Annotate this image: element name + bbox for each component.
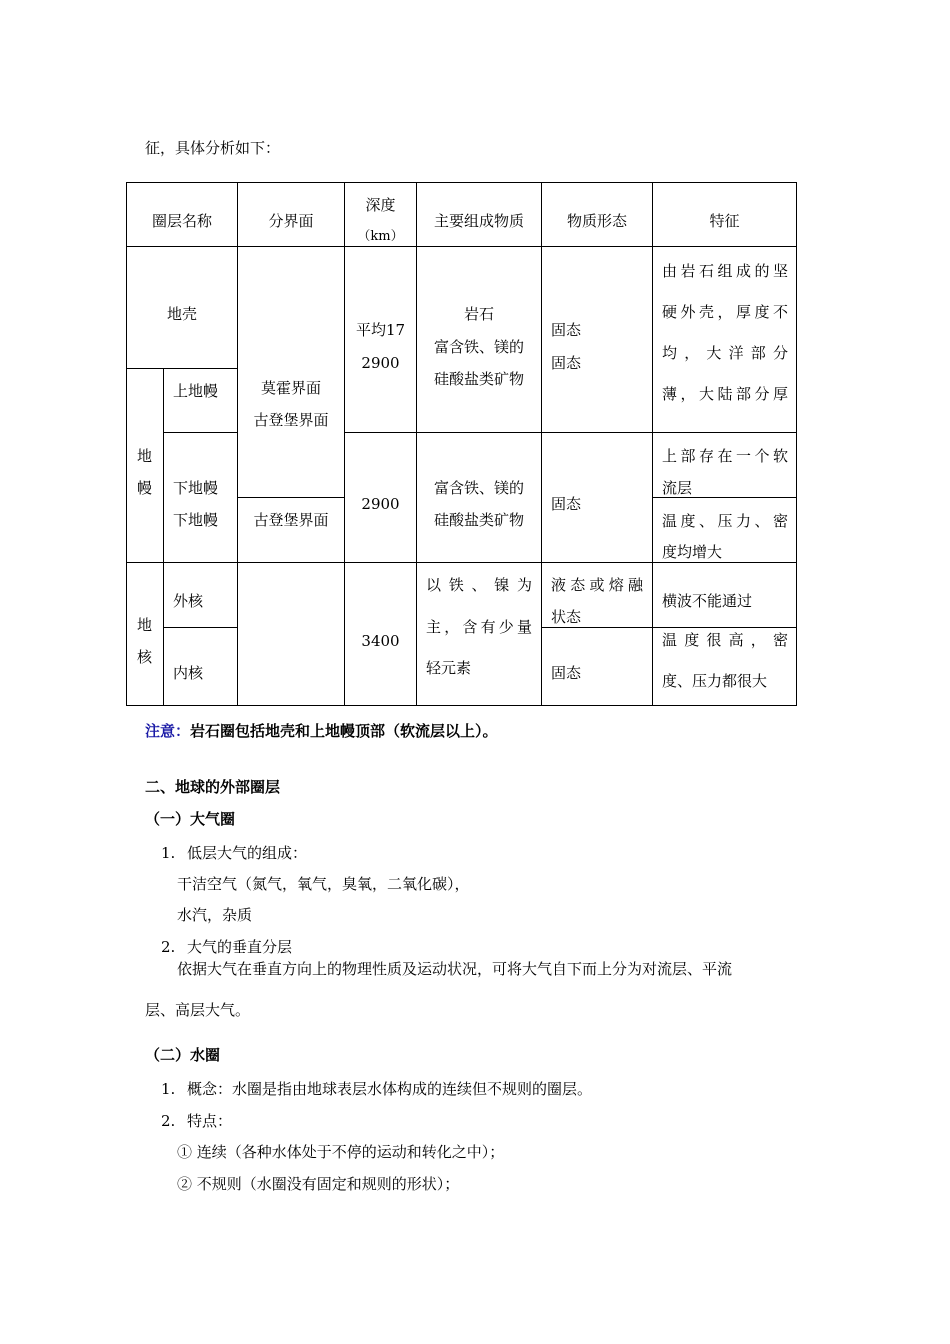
crust-feature-1: 由岩石组成的坚 [662, 262, 788, 280]
header-depth: 深度 [365, 196, 396, 214]
outer-core-feature: 横波不能通过 [662, 592, 753, 610]
inner-core-feature-2: 度、压力都很大 [662, 672, 768, 690]
outer-core: 外核 [173, 592, 204, 610]
grid-line [344, 432, 797, 433]
mantle-feature-b-2: 度均增大 [662, 543, 723, 561]
hydrosphere-item-2-number: 2. [161, 1112, 176, 1130]
table-header-divider [126, 246, 797, 247]
atmosphere-item-2-text: 大气的垂直分层 [187, 938, 293, 956]
grid-line [237, 497, 345, 498]
atmosphere-item-2-paragraph-2: 层、高层大气。 [145, 1001, 251, 1019]
atmosphere-item-1-text: 低层大气的组成： [187, 844, 308, 862]
grid-line [163, 368, 164, 706]
mantle-feature-b-1: 温度、压力、密 [662, 512, 788, 530]
table-border-top [126, 182, 797, 183]
atmosphere-item-2-paragraph-1: 依据大气在垂直方向上的物理性质及运动状况，可将大气自下而上分为对流层、平流 [177, 960, 733, 978]
hydrosphere-item-2-text: 特点： [187, 1112, 233, 1130]
core-group-2: 核 [136, 648, 152, 666]
intro-line: 征，具体分析如下： [145, 139, 281, 157]
crust-name: 地壳 [166, 305, 197, 323]
crust-depth-2: 2900 [361, 354, 400, 372]
atmosphere-item-2-number: 2. [161, 938, 176, 956]
subsection-atmosphere-title: （一）大气圈 [145, 810, 236, 828]
core-depth: 3400 [361, 632, 400, 650]
crust-state-2: 固态 [551, 354, 582, 372]
outer-core-state-2: 状态 [551, 608, 582, 626]
atmosphere-item-1-line-1: 干洁空气（氮气，氧气，臭氧，二氧化碳）， [177, 875, 470, 893]
boundary-moho: 莫霍界面 [260, 379, 321, 397]
header-feature: 特征 [709, 212, 740, 230]
grid-line [163, 432, 238, 433]
mantle-feature-a-1: 上部存在一个软 [662, 447, 788, 465]
outer-core-state-1: 液态或熔融 [551, 576, 643, 594]
grid-line [126, 562, 238, 563]
mantle-composition-1: 富含铁、镁的 [433, 479, 524, 497]
note [145, 724, 498, 739]
hydrosphere-point-2: ② 不规则（水圈没有固定和规则的形状）； [177, 1175, 460, 1193]
boundary-gutenberg: 古登堡界面 [253, 411, 329, 429]
header-composition: 主要组成物质 [433, 212, 524, 230]
inner-core-state: 固态 [551, 664, 582, 682]
grid-line [163, 627, 238, 628]
header-boundary: 分界面 [268, 212, 314, 230]
core-composition-3: 轻元素 [426, 659, 472, 677]
crust-depth-1: 平均17 [355, 321, 406, 339]
table-border-bottom [126, 705, 797, 706]
core-composition-1: 以铁、镍为 [426, 576, 532, 594]
mantle-composition-2: 硅酸盐类矿物 [433, 511, 524, 529]
inner-core: 内核 [173, 664, 204, 682]
grid-line [344, 182, 345, 706]
atmosphere-item-1-line-2: 水汽，杂质 [177, 906, 253, 924]
grid-line [344, 562, 797, 563]
hydrosphere-item-1-number: 1. [161, 1080, 176, 1098]
mantle-depth: 2900 [361, 495, 400, 513]
hydrosphere-item-1-text: 概念：水圈是指由地球表层水体构成的连续但不规则的圈层。 [187, 1080, 593, 1098]
header-state: 物质形态 [566, 212, 627, 230]
crust-state-1: 固态 [551, 321, 582, 339]
crust-feature-2: 硬外壳，厚度不 [662, 303, 788, 321]
upper-mantle: 上地幔 [173, 382, 219, 400]
grid-line [541, 627, 797, 628]
mantle-group-2: 幔 [136, 479, 152, 497]
core-group-1: 地 [136, 616, 152, 634]
lower-mantle-1: 下地幔 [173, 479, 219, 497]
header-layer-name: 圈层名称 [151, 212, 212, 230]
crust-feature-4: 薄，大陆部分厚 [662, 385, 788, 403]
subsection-hydrosphere-title: （二）水圈 [145, 1046, 221, 1064]
crust-composition-2: 富含铁、镁的 [433, 338, 524, 356]
grid-line [126, 368, 238, 369]
mantle-boundary: 古登堡界面 [253, 511, 329, 529]
atmosphere-item-1-number: 1. [161, 844, 176, 862]
crust-composition-1: 岩石 [463, 305, 494, 323]
lower-mantle-2: 下地幔 [173, 511, 219, 529]
crust-feature-3: 均，大洋部分 [662, 344, 788, 362]
grid-line [652, 497, 797, 498]
mantle-state: 固态 [551, 495, 582, 513]
crust-composition-3: 硅酸盐类矿物 [433, 370, 524, 388]
inner-core-feature-1: 温度很高，密 [662, 631, 788, 649]
section-title: 二、地球的外部圈层 [145, 778, 281, 796]
note-text: 岩石圈包括地壳和上地幔顶部（软流层以上）。 [190, 722, 498, 740]
grid-line [237, 562, 345, 563]
grid-line [416, 182, 417, 706]
hydrosphere-point-1: ① 连续（各种水体处于不停的运动和转化之中）； [177, 1143, 505, 1161]
note-label: 注意： [145, 722, 191, 740]
mantle-group-1: 地 [136, 447, 152, 465]
core-composition-2: 主，含有少量 [426, 618, 532, 636]
mantle-feature-a-2: 流层 [662, 479, 693, 497]
header-depth-unit: （km） [357, 229, 404, 244]
